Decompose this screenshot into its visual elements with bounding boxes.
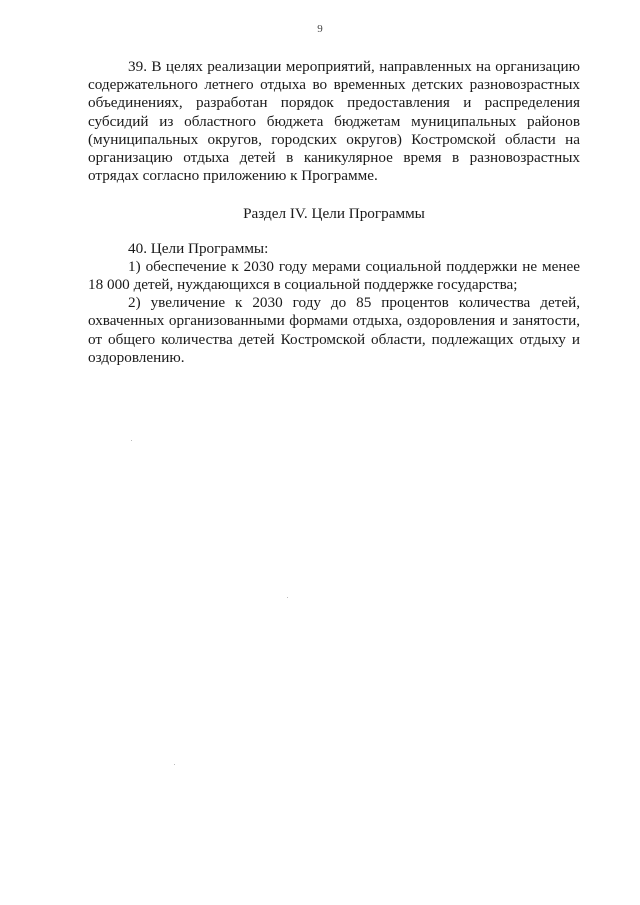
paragraph-40-intro: 40. Цели Программы: xyxy=(128,239,269,257)
section-heading: Раздел IV. Цели Программы xyxy=(243,205,425,223)
goal-item-2: 2) увеличение к 2030 году до 85 процентов количества детей, охваченных организованными формами отдыха, оздоровления и занятости, от общего количества детей Костромской области, подлежащих отдыху и оздоровлению. xyxy=(88,294,580,366)
page-number: 9 xyxy=(317,23,323,35)
scan-speck xyxy=(131,440,132,441)
scan-speck xyxy=(287,597,288,598)
paragraph-39: 39. В целях реализации мероприятий, направленных на организацию содержательного летнего отдыха во временных детских разновозрастных объединениях, разработан порядок предоставления и распределения субсидий из областного бюджета бюджетам муниципальных районов (муниципальных округов, городских округов) Костромской области на организацию отдыха детей в каникулярное время в разновозрастных отрядах согласно приложению к Программе. xyxy=(88,58,580,185)
goal-item-1: 1) обеспечение к 2030 году мерами социальной поддержки не менее 18 000 детей, нуждающихся в социальной поддержке государства; xyxy=(88,257,580,294)
document-body xyxy=(88,58,580,367)
scan-speck xyxy=(174,764,175,765)
